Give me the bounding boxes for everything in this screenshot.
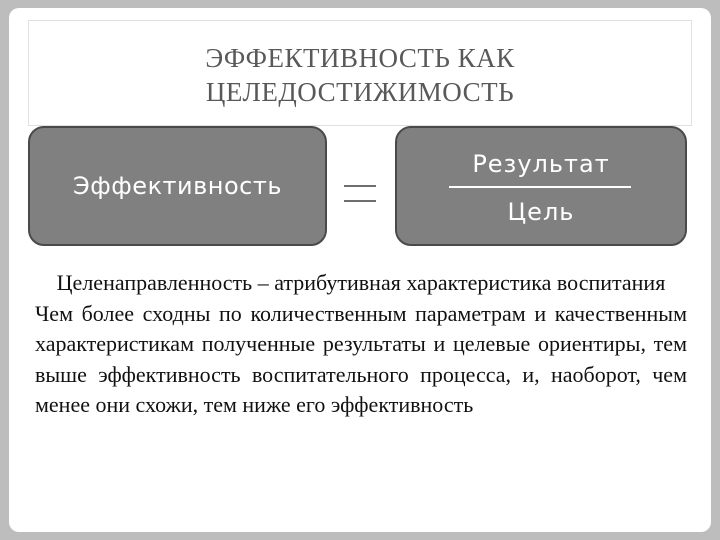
efficiency-box — [28, 126, 327, 246]
slide-title: ЭФФЕКТИВНОСТЬ КАК ЦЕЛЕДОСТИЖИМОСТЬ — [205, 43, 515, 107]
fraction-box — [395, 126, 687, 246]
equals-bar-top — [344, 185, 376, 187]
fraction-denominator: Цель — [507, 198, 575, 226]
equals-sign — [344, 185, 376, 205]
equals-bar-bottom — [344, 200, 376, 202]
title-band — [28, 20, 692, 126]
efficiency-label: Эффективность — [73, 172, 282, 200]
fraction-line — [449, 186, 631, 188]
body-text — [35, 268, 687, 421]
fraction-numerator: Результат — [472, 150, 610, 178]
definition-paragraph: Целенаправленность – атрибутивная характеристика воспитания — [56, 270, 666, 295]
explanation-paragraph: Чем более сходны по количественным параметрам и качественным характеристикам полученные результаты и целевые ориентиры, тем выше эффективность воспитательного процесса, и, наоборот, чем менее они схожи, тем ниже его эффективность — [35, 300, 687, 417]
